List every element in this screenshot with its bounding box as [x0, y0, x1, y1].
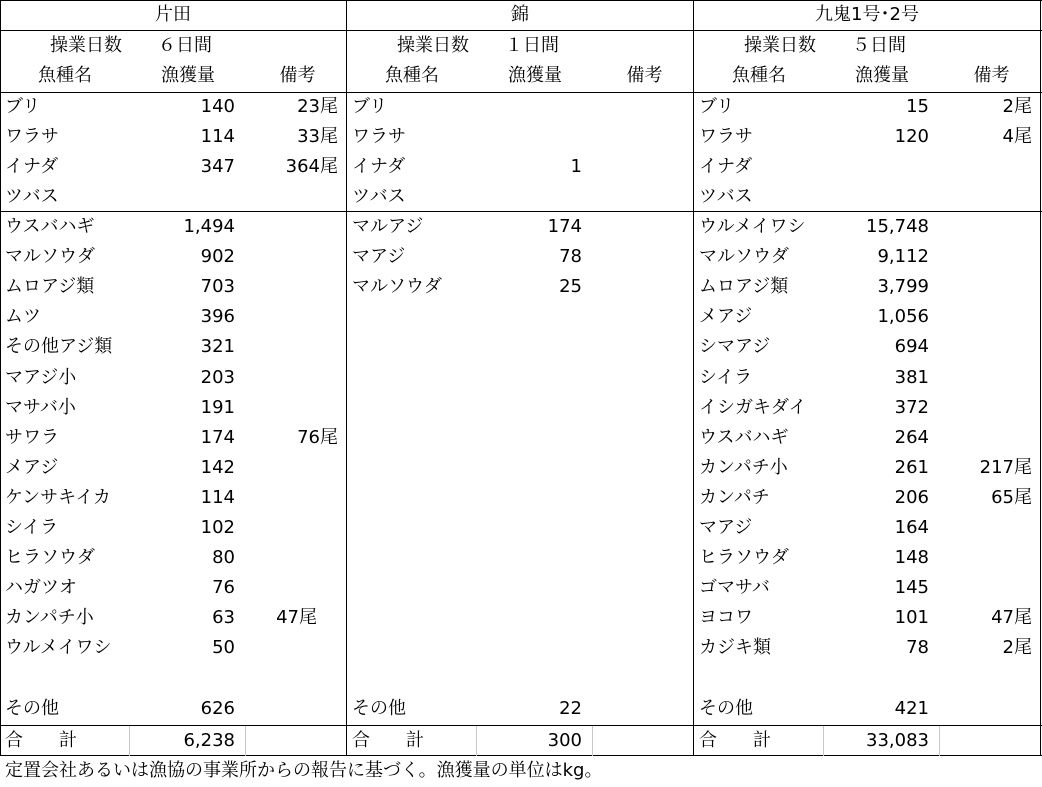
- row-catch: 142: [200, 456, 235, 478]
- row-note: 23尾: [297, 96, 338, 117]
- row-catch: 120: [894, 126, 929, 148]
- row-species: マルソウダ: [352, 276, 442, 298]
- total-cell-divider: [939, 726, 940, 756]
- row-species: ムツ: [5, 306, 41, 328]
- row-note: 4尾: [1002, 126, 1032, 148]
- row-catch: 78: [559, 246, 582, 268]
- row-species: マアジ小: [5, 366, 77, 388]
- row-catch: 102: [200, 517, 235, 538]
- total-cell-divider: [245, 726, 246, 756]
- days-value: ５日間: [852, 35, 906, 56]
- row-catch: 694: [894, 336, 929, 358]
- header-note: 備考: [279, 65, 316, 86]
- days-label: 操業日数: [744, 35, 816, 56]
- row-species: ヒラソウダ: [5, 547, 95, 569]
- row-catch: 148: [894, 547, 929, 569]
- row-species: カンパチ: [699, 486, 770, 508]
- total-label: 合 計: [699, 730, 771, 751]
- row-species: シイラ: [699, 366, 753, 388]
- row-note: 2尾: [1002, 96, 1032, 117]
- row-species: ツバス: [352, 186, 406, 208]
- row-species: ワラサ: [5, 126, 59, 148]
- row-note: 76尾: [297, 426, 338, 448]
- row-species: マサバ小: [5, 396, 76, 418]
- row-species: ゴマサバ: [699, 577, 770, 599]
- row-species: ウスバハギ: [699, 426, 789, 448]
- row-catch: 76: [212, 577, 235, 599]
- row-species: ヨコワ: [699, 607, 753, 629]
- row-catch: 347: [200, 156, 235, 178]
- row-species: その他: [699, 697, 753, 719]
- row-species: マアジ: [699, 517, 753, 538]
- total-label: 合 計: [352, 730, 424, 751]
- row-catch: 114: [200, 126, 235, 148]
- row-species: ヒラソウダ: [699, 547, 789, 569]
- header-catch: 漁獲量: [161, 65, 215, 86]
- row-species: カンパチ小: [5, 607, 94, 629]
- days-value: ６日間: [158, 35, 212, 56]
- row-species: ツバス: [5, 186, 59, 208]
- row-note: 2尾: [1002, 637, 1032, 659]
- row-species: イナダ: [699, 156, 753, 178]
- row-catch: 25: [559, 276, 582, 298]
- row-catch: 321: [200, 336, 235, 358]
- header-species: 魚種名: [385, 65, 439, 86]
- row-catch: 140: [200, 96, 235, 117]
- row-species: ブリ: [5, 96, 41, 117]
- section-title: 片田: [155, 4, 191, 25]
- row-species: その他: [5, 697, 59, 719]
- row-species: カンパチ小: [699, 456, 788, 478]
- row-species: カジキ類: [699, 637, 771, 659]
- row-species: ムロアジ類: [5, 276, 95, 298]
- row-species: シイラ: [5, 517, 59, 538]
- row-catch: 191: [200, 396, 235, 418]
- days-label: 操業日数: [397, 35, 469, 56]
- row-catch: 114: [200, 486, 235, 508]
- row-catch: 15,748: [866, 216, 929, 237]
- header-catch: 漁獲量: [508, 65, 562, 86]
- header-note: 備考: [626, 65, 663, 86]
- row-catch: 22: [559, 697, 582, 719]
- total-label: 合 計: [5, 730, 77, 751]
- header-species: 魚種名: [732, 65, 786, 86]
- row-note: 364尾: [285, 156, 338, 178]
- row-species: イシガキダイ: [699, 396, 807, 418]
- row-catch: 9,112: [877, 246, 929, 268]
- row-species: ウルメイワシ: [699, 216, 806, 237]
- row-catch: 145: [894, 577, 929, 599]
- row-catch: 261: [894, 456, 929, 478]
- section-column: [347, 0, 694, 756]
- header-catch: 漁獲量: [855, 65, 909, 86]
- row-species: ケンサキイカ: [5, 486, 111, 508]
- row-catch: 174: [547, 216, 582, 237]
- row-catch: 50: [212, 637, 235, 659]
- row-species: マアジ: [352, 246, 406, 268]
- days-label: 操業日数: [50, 35, 122, 56]
- row-species: マルソウダ: [5, 246, 95, 268]
- row-species: ウスバハギ: [5, 216, 95, 237]
- total-value: 33,083: [866, 730, 929, 751]
- total-cell-divider: [592, 726, 593, 756]
- section-column: [694, 0, 1041, 756]
- row-species: ウルメイワシ: [5, 637, 112, 659]
- row-species: ツバス: [699, 186, 753, 208]
- row-catch: 902: [200, 246, 235, 268]
- total-cell-divider: [129, 726, 130, 756]
- row-species: メアジ: [5, 456, 59, 478]
- row-catch: 174: [200, 426, 235, 448]
- row-catch: 15: [906, 96, 929, 117]
- row-species: シマアジ: [699, 336, 771, 358]
- row-species: ワラサ: [699, 126, 753, 148]
- section-column: [0, 0, 347, 756]
- row-catch: 63: [212, 607, 235, 629]
- row-species: その他アジ類: [5, 336, 113, 358]
- row-catch: 1,056: [877, 306, 929, 328]
- row-catch: 264: [894, 426, 929, 448]
- header-note: 備考: [973, 65, 1010, 86]
- row-catch: 1: [570, 156, 582, 178]
- row-species: ブリ: [699, 96, 735, 117]
- section-title: 錦: [511, 4, 529, 25]
- row-catch: 703: [200, 276, 235, 298]
- row-species: マルアジ: [352, 216, 424, 237]
- total-cell-divider: [476, 726, 477, 756]
- row-catch: 421: [894, 697, 929, 719]
- row-catch: 80: [212, 547, 235, 569]
- header-species: 魚種名: [38, 65, 92, 86]
- row-note: 47尾: [991, 607, 1032, 629]
- row-species: イナダ: [352, 156, 406, 178]
- footer-note: 定置会社あるいは漁協の事業所からの報告に基づく。漁獲量の単位はkg。: [5, 760, 603, 781]
- row-catch: 3,799: [877, 276, 929, 298]
- row-catch: 101: [894, 607, 929, 629]
- total-value: 300: [547, 730, 582, 751]
- row-catch: 372: [894, 396, 929, 418]
- row-species: ハガツオ: [5, 577, 77, 599]
- row-species: ムロアジ類: [699, 276, 789, 298]
- total-value: 6,238: [183, 730, 235, 751]
- row-catch: 1,494: [183, 216, 235, 237]
- row-note: 217尾: [979, 456, 1032, 478]
- row-catch: 396: [200, 306, 235, 328]
- row-species: サワラ: [5, 426, 59, 448]
- row-catch: 203: [200, 366, 235, 388]
- row-species: ブリ: [352, 96, 388, 117]
- days-value: １日間: [505, 35, 559, 56]
- row-catch: 206: [894, 486, 929, 508]
- row-species: マルソウダ: [699, 246, 789, 268]
- total-cell-divider: [823, 726, 824, 756]
- row-note: 65尾: [991, 486, 1032, 508]
- row-note: 33尾: [297, 126, 338, 148]
- row-species: その他: [352, 697, 406, 719]
- row-species: メアジ: [699, 306, 753, 328]
- row-species: イナダ: [5, 156, 59, 178]
- row-catch: 164: [894, 517, 929, 538]
- row-catch: 78: [906, 637, 929, 659]
- row-catch: 626: [200, 697, 235, 719]
- section-title: 九鬼1号･2号: [815, 4, 919, 25]
- row-species: ワラサ: [352, 126, 406, 148]
- row-note: 47尾: [276, 607, 317, 629]
- row-catch: 381: [894, 366, 929, 388]
